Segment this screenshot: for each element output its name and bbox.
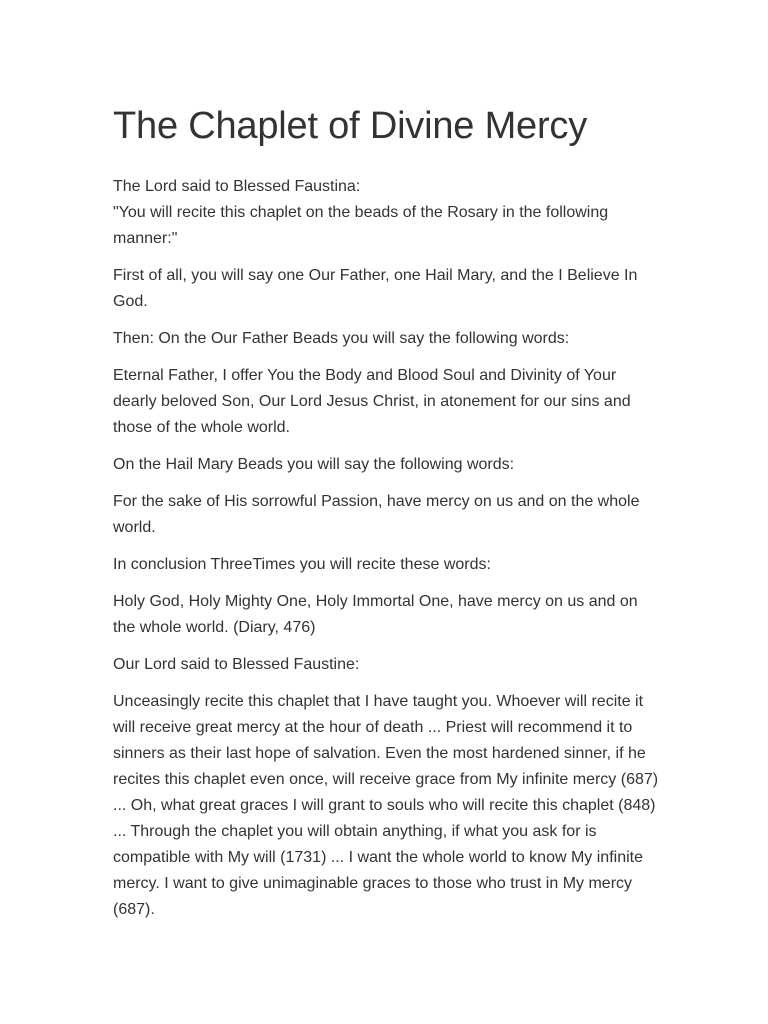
paragraph-sorrowful-passion-prayer: For the sake of His sorrowful Passion, have mercy on us and on the whole world. [113,493,640,536]
paragraph-conclusion: In conclusion ThreeTimes you will recite these words: [113,556,491,573]
paragraph-eternal-father-prayer: Eternal Father, I offer You the Body and Blood Soul and Divinity of Your dearly beloved Son, Our Lord Jesus Christ, in atonement for our sins and those of the whole world. [113,367,631,436]
paragraph-hail-mary-beads: On the Hail Mary Beads you will say the following words: [113,456,515,473]
intro-line-1: The Lord said to Blessed Faustina: [113,178,361,195]
document-title: The Chaplet of Divine Mercy [113,105,588,147]
intro-paragraph [113,174,661,252]
paragraph-holy-god-prayer: Holy God, Holy Mighty One, Holy Immortal One, have mercy on us and on the whole world. (Diary, 476) [113,593,638,636]
paragraph-first-of-all: First of all, you will say one Our Father, one Hail Mary, and the I Believe In God. [113,267,638,310]
paragraph-promises: Unceasingly recite this chaplet that I have taught you. Whoever will recite it will receive great mercy at the hour of death ... Priest will recommend it to sinners as their last hope of salvation. Even the most hardened sinner, if he recites this chaplet even once, will receive grace from My infinite mercy (687) ... Oh, what great graces I will grant to souls who will recite this chaplet (848) ... Through the chaplet you will obtain anything, if what you ask for is compatible with My will (1731) ... I want the whole world to know My infinite mercy. I want to give unimaginable graces to those who trust in My mercy (687). [113,693,659,918]
intro-line-2: "You will recite this chaplet on the beads of the Rosary in the following manner:" [113,204,609,247]
document-page [113,98,661,934]
paragraph-our-father-beads: Then: On the Our Father Beads you will say the following words: [113,330,570,347]
paragraph-our-lord-said: Our Lord said to Blessed Faustine: [113,656,360,673]
